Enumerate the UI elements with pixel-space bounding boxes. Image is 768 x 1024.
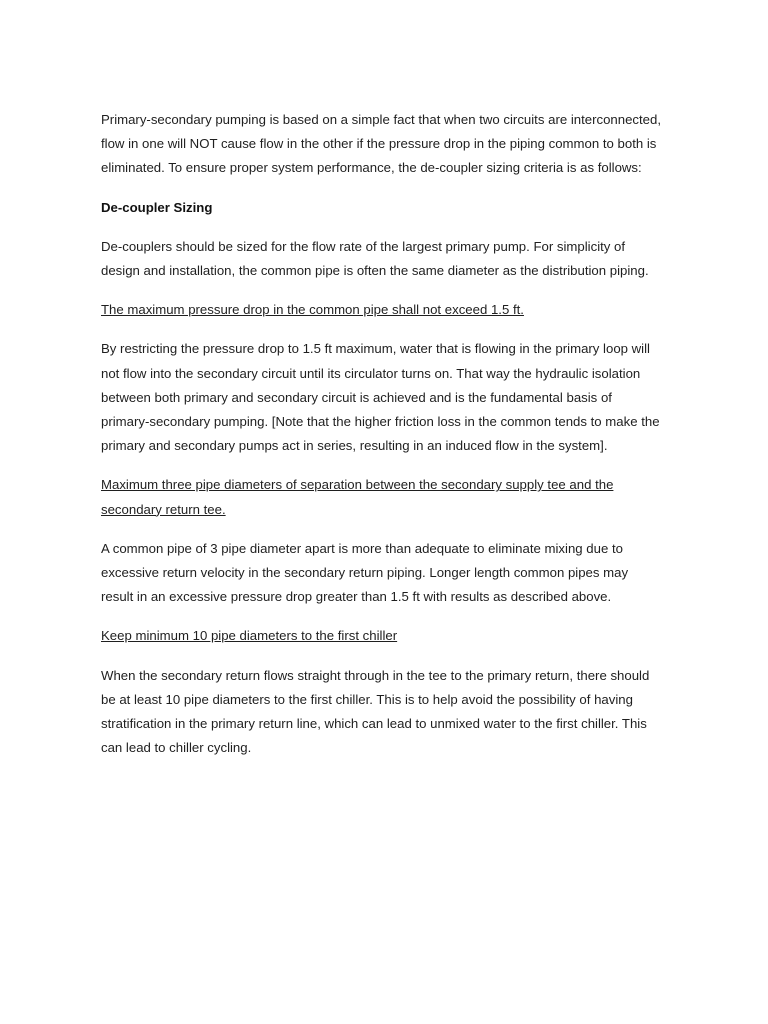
decouplers-paragraph: De-couplers should be sized for the flow rate of the largest primary pump. For simplicity of design and installation, the common pipe is often the same diameter as the distribution piping. <box>101 238 649 279</box>
separation-paragraph: A common pipe of 3 pipe diameter apart is more than adequate to eliminate mixing due to excessive return velocity in the secondary return piping. Longer length common pipes may result in an excessive pressure drop greater than 1.5 ft with results as described above. <box>101 540 629 605</box>
pressure-paragraph: By restricting the pressure drop to 1.5 ft maximum, water that is flowing in the primary loop will not flow into the secondary circuit until its circulator turns on. That way the hydraulic isolation between both primary and secondary circuit is achieved and is the fundamental basis of primary-secondary pumping. [Note that the higher friction loss in the common tends to make the primary and secondary pumps act in series, resulting in an induced flow in the system]. <box>101 341 660 454</box>
criterion-pressure-drop: The maximum pressure drop in the common pipe shall not exceed 1.5 ft. <box>101 302 524 318</box>
chiller-paragraph: When the secondary return flows straight through in the tee to the primary return, there should be at least 10 pipe diameters to the first chiller. This is to help avoid the possibility of having stratification in the primary return line, which can lead to unmixed water to the first chiller. This can lead to chiller cycling. <box>101 667 650 756</box>
intro-paragraph: Primary-secondary pumping is based on a simple fact that when two circuits are interconnected, flow in one will NOT cause flow in the other if the pressure drop in the piping common to both is eliminated. To ensure proper system performance, the de-coupler sizing criteria is as follows: <box>101 112 662 176</box>
document-body <box>101 108 661 760</box>
section-heading: De-coupler Sizing <box>101 199 213 215</box>
criterion-chiller-distance: Keep minimum 10 pipe diameters to the first chiller <box>101 628 398 644</box>
criterion-separation: Maximum three pipe diameters of separation between the secondary supply tee and the secondary return tee. <box>101 477 614 517</box>
